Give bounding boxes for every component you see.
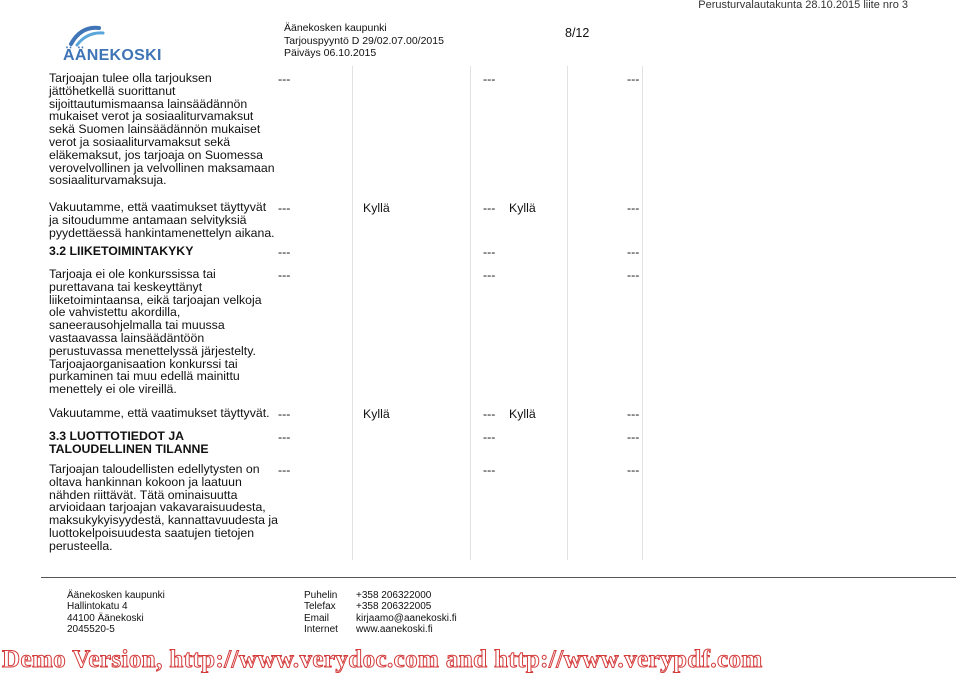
cell-col4-answer: Kyllä bbox=[509, 201, 536, 215]
cell-col3: --- bbox=[483, 407, 496, 421]
document-reference: Perusturvalautakunta 28.10.2015 liite nro 3 bbox=[698, 0, 908, 11]
cell-col1: --- bbox=[278, 72, 291, 86]
footer-address: Äänekosken kaupunki Hallintokatu 4 44100 Äänekoski 2045520-5 bbox=[67, 590, 165, 635]
cell-col3: --- bbox=[483, 245, 496, 259]
cell-col3: --- bbox=[483, 463, 496, 477]
section-heading: 3.2 LIIKETOIMINTAKYKY bbox=[49, 244, 194, 258]
cell-col4-answer: Kyllä bbox=[509, 407, 536, 421]
logo-mark-icon bbox=[63, 22, 147, 48]
cell-col3: --- bbox=[483, 268, 496, 282]
cell-col5: --- bbox=[627, 430, 640, 444]
cell-col1: --- bbox=[278, 201, 291, 215]
page-number: 8/12 bbox=[565, 26, 590, 40]
cell-col3: --- bbox=[483, 201, 496, 215]
confirmation-text: Vakuutamme, että vaatimukset täyttyvät ja sitoudumme antamaan selvityksiä pyydettäessä hankintamenettelyn aikana. bbox=[49, 200, 275, 240]
cell-col5: --- bbox=[627, 407, 640, 421]
header-date: Päiväys 06.10.2015 bbox=[284, 47, 377, 59]
demo-watermark: Demo Version, http://www.verydoc.com and http://www.verypdf.com bbox=[2, 646, 763, 673]
table-divider bbox=[567, 66, 568, 560]
cell-col1: --- bbox=[278, 430, 291, 444]
table-divider bbox=[352, 66, 353, 560]
cell-col1: --- bbox=[278, 268, 291, 282]
cell-col1: --- bbox=[278, 407, 291, 421]
cell-col1: --- bbox=[278, 245, 291, 259]
header-ref: Tarjouspyyntö D 29/02.07.00/2015 bbox=[284, 34, 444, 47]
cell-col5: --- bbox=[627, 201, 640, 215]
cell-col5: --- bbox=[627, 245, 640, 259]
requirement-text: Tarjoajan tulee olla tarjouksen jättöhetkellä suorittanut sijoittautumismaansa lainsäädännön mukaiset verot ja sosiaaliturvamaksut sekä Suomen lainsäädännön mukaiset verot ja sosiaaliturvamaksut sekä eläkemaksut, jos tarjoaja on Suomessa verovelvollinen ja velvollinen maksamaan sosiaaliturvamaksuja. bbox=[49, 71, 275, 188]
logo-text: ÄÄNEKOSKI bbox=[63, 47, 162, 64]
document-header bbox=[284, 22, 444, 60]
cell-col1: --- bbox=[278, 463, 291, 477]
section-heading: 3.3 LUOTTOTIEDOT JA TALOUDELLINEN TILANNE bbox=[49, 429, 209, 456]
table-divider bbox=[470, 66, 471, 560]
cell-col5: --- bbox=[627, 463, 640, 477]
footer-contact-values: +358 206322000 +358 206322005 kirjaamo@aanekoski.fi www.aanekoski.fi bbox=[356, 590, 457, 635]
cell-col2-answer: Kyllä bbox=[363, 407, 390, 421]
requirement-text: Tarjoajan taloudellisten edellytysten on oltava hankinnan kokoon ja laatuun nähden riittävät. Tätä ominaisuutta arvioidaan tarjoajan vakavaraisuudesta, maksukykyisyydestä, kannattavuudesta ja luottokelpoisuudesta saatujen tietojen perusteella. bbox=[49, 462, 278, 553]
footer-contact-labels: Puhelin Telefax Email Internet bbox=[304, 590, 338, 635]
header-org: Äänekosken kaupunki bbox=[284, 22, 387, 34]
aanekoski-logo bbox=[63, 22, 162, 66]
table-divider bbox=[642, 66, 643, 560]
cell-col5: --- bbox=[627, 72, 640, 86]
cell-col2-answer: Kyllä bbox=[363, 201, 390, 215]
cell-col5: --- bbox=[627, 268, 640, 282]
requirement-text: Tarjoaja ei ole konkurssissa tai purettavana tai keskeyttänyt liiketoimintaansa, eikä tarjoajan velkoja ole vahvistettu akordilla, saneerausohjelmalla tai muussa vastaavassa lainsäädäntöön perustuvassa menettelyssä järjestelty. Tarjoajaorganisaation konkurssi tai purkaminen tai muu edellä mainittu menettely ei ole vireillä. bbox=[49, 267, 262, 397]
cell-col3: --- bbox=[483, 430, 496, 444]
cell-col3: --- bbox=[483, 72, 496, 86]
confirmation-text: Vakuutamme, että vaatimukset täyttyvät. bbox=[49, 406, 270, 420]
footer-divider bbox=[41, 577, 956, 578]
